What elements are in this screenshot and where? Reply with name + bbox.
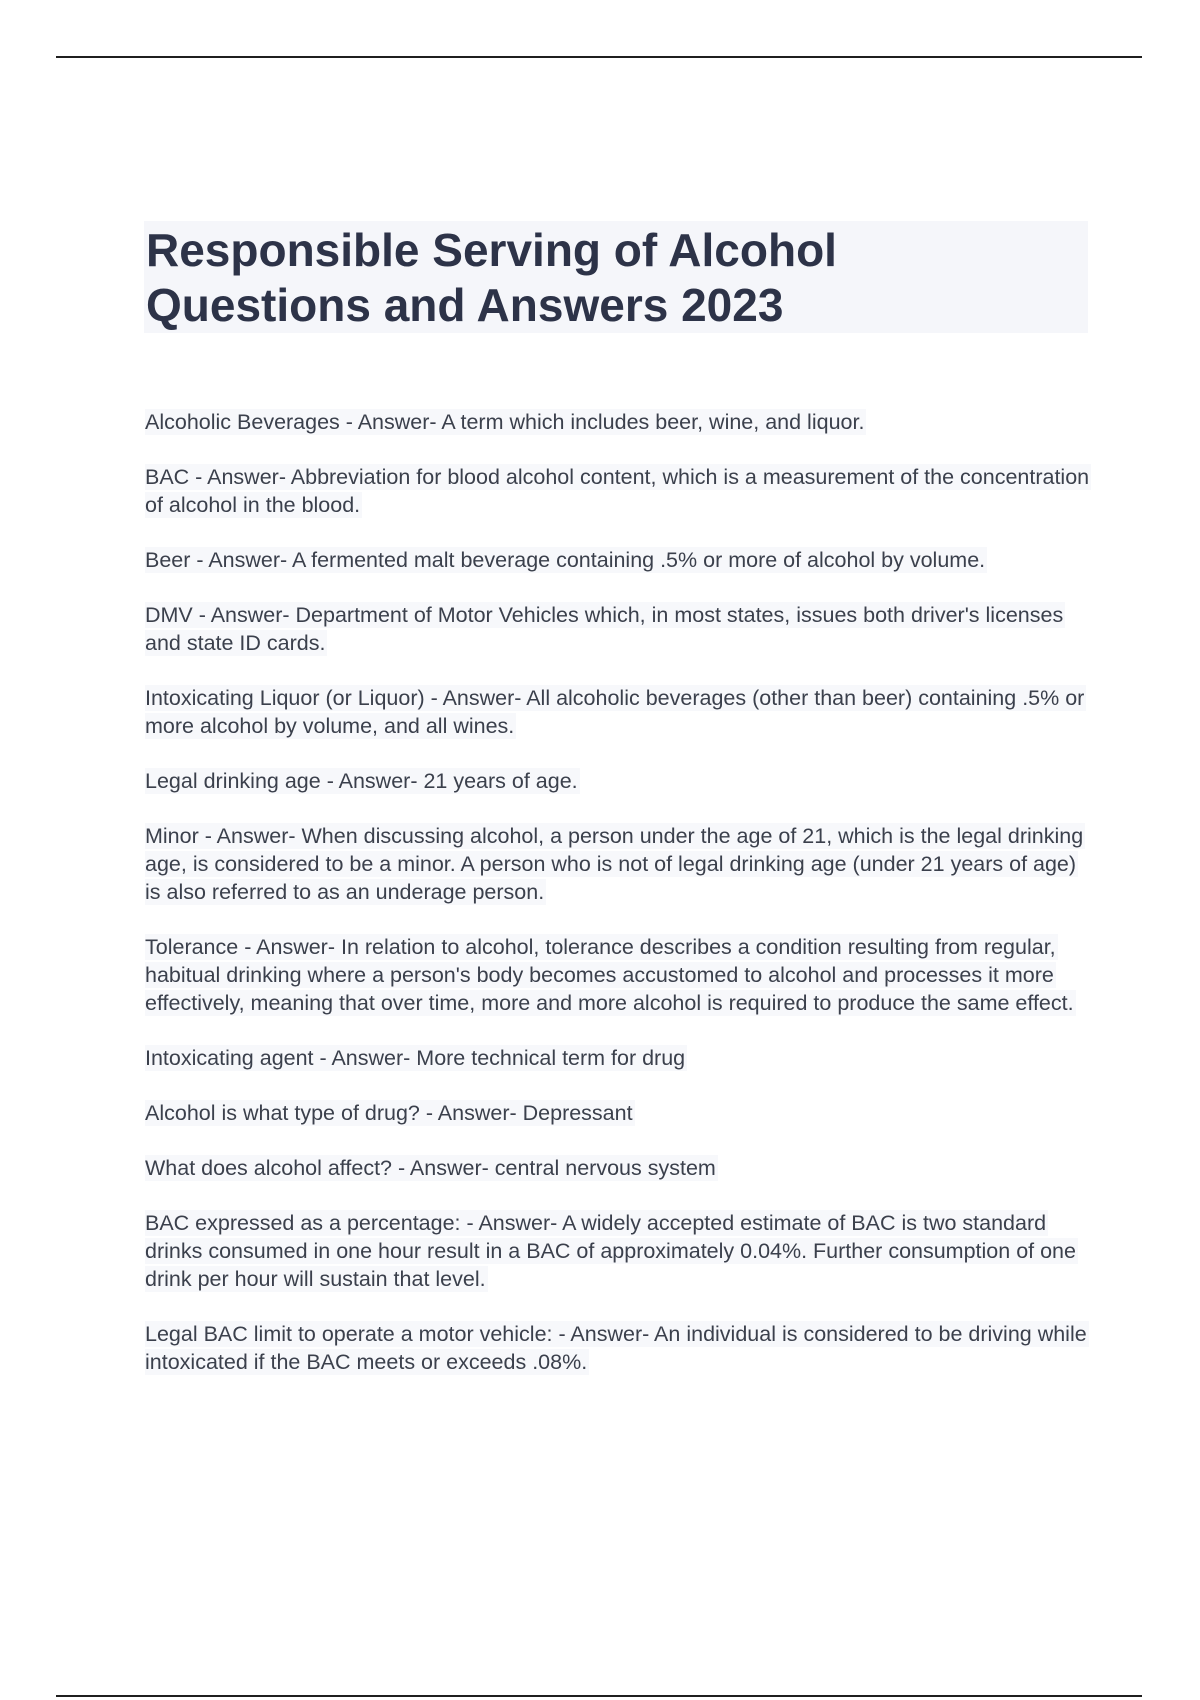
- qa-text: Legal BAC limit to operate a motor vehicle: - Answer- An individual is considered to be driving while intoxicated if the BAC meets or exceeds .08%.: [145, 1322, 1087, 1374]
- document-title: [144, 221, 1088, 333]
- qa-list: [145, 408, 1095, 1403]
- qa-text: Beer - Answer- A fermented malt beverage containing .5% or more of alcohol by volume.: [145, 548, 986, 572]
- qa-text: Tolerance - Answer- In relation to alcohol, tolerance describes a condition resulting from regular, habitual drinking where a person's body becomes accustomed to alcohol and processes it more effectively, meaning that over time, more and more alcohol is required to produce the same effect.: [145, 935, 1074, 1015]
- qa-item: [145, 1320, 1095, 1376]
- qa-item: [145, 1099, 1095, 1127]
- qa-item: [145, 1044, 1095, 1072]
- qa-text: DMV - Answer- Department of Motor Vehicles which, in most states, issues both driver's licenses and state ID cards.: [145, 603, 1064, 655]
- qa-text: Alcoholic Beverages - Answer- A term which includes beer, wine, and liquor.: [145, 410, 865, 434]
- bottom-rule: [56, 1695, 1142, 1697]
- qa-item: [145, 822, 1095, 906]
- qa-item: [145, 933, 1095, 1017]
- qa-item: [145, 684, 1095, 740]
- qa-text: BAC expressed as a percentage: - Answer- A widely accepted estimate of BAC is two standard drinks consumed in one hour result in a BAC of approximately 0.04%. Further consumption of one drink per hour will sustain that level.: [145, 1211, 1076, 1291]
- qa-text: Legal drinking age - Answer- 21 years of age.: [145, 769, 578, 793]
- qa-item: [145, 601, 1095, 657]
- qa-item: [145, 546, 1095, 574]
- top-rule: [56, 56, 1142, 58]
- qa-text: Intoxicating Liquor (or Liquor) - Answer- All alcoholic beverages (other than beer) containing .5% or more alcohol by volume, and all wines.: [145, 686, 1085, 738]
- qa-item: [145, 767, 1095, 795]
- title-line-1: Responsible Serving of Alcohol: [146, 224, 837, 276]
- qa-item: [145, 1154, 1095, 1182]
- title-line-2: Questions and Answers 2023: [146, 279, 784, 331]
- qa-item: [145, 1209, 1095, 1293]
- qa-text: Minor - Answer- When discussing alcohol, a person under the age of 21, which is the legal drinking age, is considered to be a minor. A person who is not of legal drinking age (under 21 years of age) is also referred to as an underage person.: [145, 824, 1084, 904]
- qa-item: [145, 408, 1095, 436]
- qa-text: BAC - Answer- Abbreviation for blood alcohol content, which is a measurement of the concentration of alcohol in the blood.: [145, 465, 1090, 517]
- qa-item: [145, 463, 1095, 519]
- qa-text: Alcohol is what type of drug? - Answer- Depressant: [145, 1101, 633, 1125]
- qa-text: Intoxicating agent - Answer- More technical term for drug: [145, 1046, 686, 1070]
- qa-text: What does alcohol affect? - Answer- central nervous system: [145, 1156, 716, 1180]
